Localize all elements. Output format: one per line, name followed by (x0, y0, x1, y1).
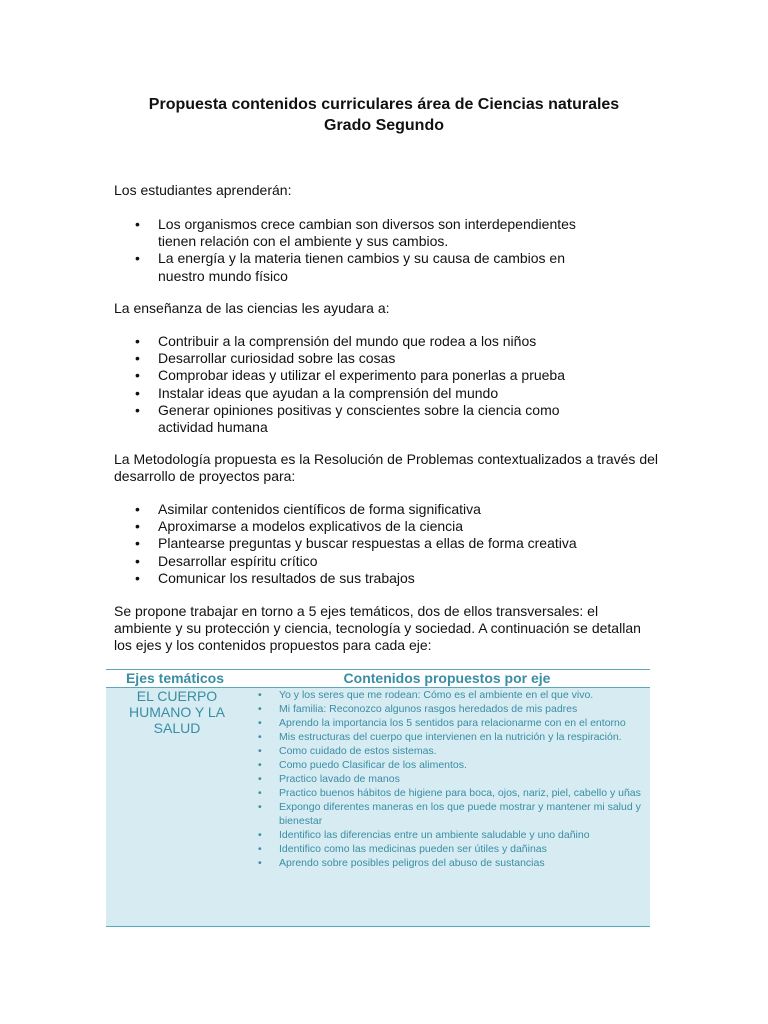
intro-thematic-axes: Se propone trabajar en torno a 5 ejes temáticos, dos de ellos transversales: el ambiente y su protección y ciencia, tecnología y sociedad. A continuación se detallan los ejes y los contenidos propuestos para cada eje: (114, 603, 641, 653)
intro-science-teaching: La enseñanza de las ciencias les ayudara a: (114, 300, 390, 316)
curriculum-table (106, 669, 650, 927)
title-line-1: Propuesta contenidos curriculares área de Ciencias naturales (148, 96, 620, 113)
list-item: • Como cuidado de estos sistemas. (256, 744, 646, 758)
header-contents: Contenidos propuestos por eje (343, 670, 551, 686)
header-axes: Ejes temáticos (125, 670, 225, 686)
table-row (106, 688, 650, 926)
list-item: • Identifico como las medicinas pueden ser útiles y dañinas (256, 842, 646, 856)
table-header (106, 670, 650, 688)
intro-students-learn: Los estudiantes aprenderán: (114, 182, 292, 198)
list-item: • Comprobar ideas y utilizar el experimento para ponerlas a prueba (114, 367, 614, 384)
list-item: • Practico buenos hábitos de higiene para boca, ojos, nariz, piel, cabello y uñas (256, 786, 646, 800)
title-line-2: Grado Segundo (324, 117, 444, 134)
list-item: • Yo y los seres que me rodean: Cómo es el ambiente en el que vivo. (256, 688, 646, 702)
list-item: • Mis estructuras del cuerpo que intervienen en la nutrición y la respiración. (256, 730, 646, 744)
list-item: • Generar opiniones positivas y conscientes sobre la ciencia como actividad humana (114, 402, 614, 436)
list-item: • Aproximarse a modelos explicativos de la ciencia (114, 518, 614, 535)
list-item: • La energía y la materia tienen cambios y su causa de cambios en nuestro mundo físico (114, 250, 614, 284)
list-item: • Contribuir a la comprensión del mundo que rodea a los niños (114, 333, 614, 350)
list-item: • Aprendo la importancia los 5 sentidos para relacionarme con en el entorno (256, 716, 646, 730)
list-item: • Identifico las diferencias entre un ambiente saludable y uno dañino (256, 828, 646, 842)
list-item: • Plantearse preguntas y buscar respuestas a ellas de forma creativa (114, 535, 614, 552)
list-item: • Mi familia: Reconozco algunos rasgos heredados de mis padres (256, 702, 646, 716)
intro-methodology: La Metodología propuesta es la Resolución de Problemas contextualizados a través del desarrollo de proyectos para: (114, 451, 658, 484)
axis-cell: EL CUERPO HUMANO Y LA SALUD (129, 688, 225, 736)
list-item: • Aprendo sobre posibles peligros del abuso de sustancias (256, 856, 646, 870)
list-item: • Como puedo Clasificar de los alimentos. (256, 758, 646, 772)
list-item: • Instalar ideas que ayudan a la comprensión del mundo (114, 385, 614, 402)
methodology-list (114, 501, 614, 587)
document-title (100, 94, 668, 136)
list-item: • Practico lavado de manos (256, 772, 646, 786)
learning-list (114, 216, 614, 285)
list-item: • Desarrollar curiosidad sobre las cosas (114, 350, 614, 367)
list-item: • Los organismos crece cambian son diversos son interdependientes tienen relación con el ambiente y sus cambios. (114, 216, 614, 250)
list-item: • Comunicar los resultados de sus trabajos (114, 570, 614, 587)
list-item: • Desarrollar espíritu crítico (114, 553, 614, 570)
teaching-list (114, 333, 614, 436)
list-item: • Expongo diferentes maneras en los que puede mostrar y mantener mi salud y bienestar (256, 800, 646, 828)
list-item: • Asimilar contenidos científicos de forma significativa (114, 501, 614, 518)
contents-list (256, 688, 646, 870)
